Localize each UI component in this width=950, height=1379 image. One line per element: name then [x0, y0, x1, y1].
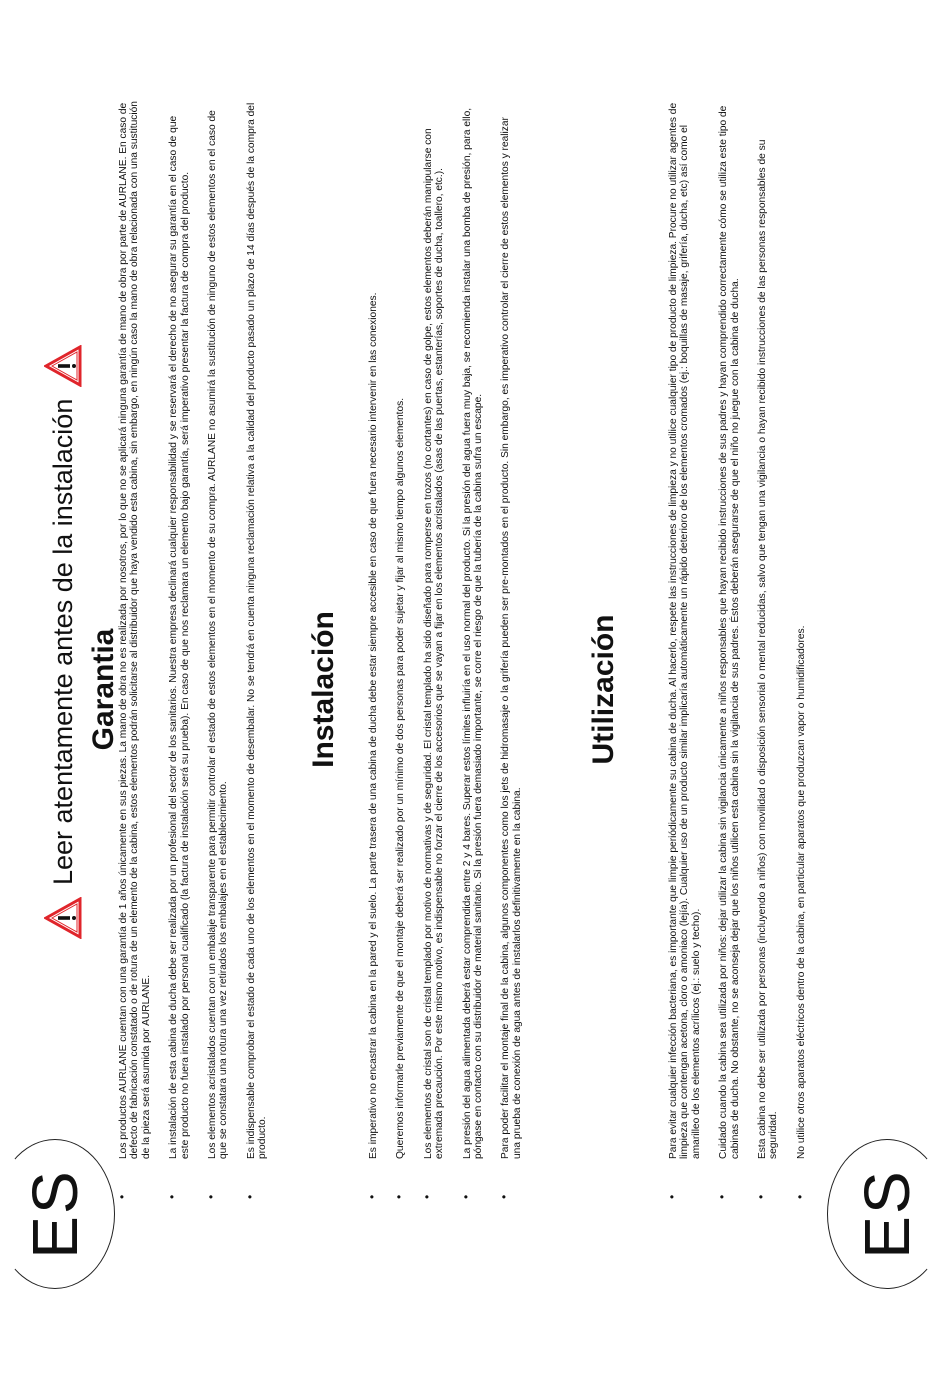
list-item: • La instalación de esta cabina de ducha debe ser realizada por un profesional del sector de los sanitarios. Nuestra empresa declinará cualquier responsabilidad y se reservará el derecho de no asegurar su garantía en el caso de que este producto no fuera instalado por personal cualificado (la factura de instalación será su prueba). En caso de que nos reclamara un elemento bajo garantía, será imperativo presentar la factura de compra del producto.: [168, 99, 191, 1199]
document-title: Leer atentamente antes de la instalación: [47, 398, 78, 885]
list-item: • Los productos AURLANE cuentan con una garantía de 1 años únicamente en sus piezas. La mano de obra no es realizada por nosotros, por lo que no se aplicará ninguna garantía de mano de obra por parte de AURLANE. En caso de defecto de fabricación constatado o de rotura de un elemento de la cabina, estos elementos podrán solicitarse al distribuidor que haya vendido esta cabina, sin embargo, en ningún caso la mano de obra relacionada con una sustitución de la pieza será asumida por AURLANE.: [118, 99, 152, 1199]
warning-triangle-icon: [44, 897, 82, 939]
language-code: ES: [19, 1169, 91, 1259]
list-item: • Esta cabina no debe ser utilizada por personas (incluyendo a niños) con movilidad o disposición sensorial o mental reducidas, salvo que tengan una vigilancia o hayan recibido instrucciones de las personas responsables de su seguridad.: [757, 99, 780, 1199]
garantia-list: [118, 99, 285, 1199]
section-heading-garantia: Garantia: [87, 628, 120, 751]
list-item: • Cuidado cuando la cabina sea utilizada por niños: dejar utilizar la cabina sin vigilancia únicamente a niños responsables que hayan recibido instrucciones de sus padres y hayan comprendido correctamente cómo se utiliza este tipo de cabinas de ducha. No obstante, no se aconseja dejar que los niños utilicen esta cabina sin la vigilancia de sus padres. Éstos deberán asegurarse de que el niño no juegue con la cabina de ducha.: [718, 99, 741, 1199]
language-code: ES: [851, 1169, 923, 1259]
list-item: • Los elementos de cristal son de cristal templado por motivo de normativas y de seguridad. El cristal templado ha sido diseñado para romperse en trozos (no cortantes) en caso de golpe, estos elementos deberán manipularse con extremada precaución. Por este mismo motivo, es indispensable no forzar el cierre de los accesorios que se vayan a fijar en los elementos acristalados (asas de las puertas, estanterías, soportes de ducha, toallero, etc.).: [423, 99, 446, 1199]
list-item: • Es imperativo no encastrar la cabina en la pared y el suelo. La parte trasera de una cabina de ducha debe estar siempre accesible en caso de que fuera necesario intervenir en las conexiones.: [368, 99, 379, 1199]
section-heading-utilizacion: Utilización: [587, 614, 620, 765]
instalacion-list: [368, 99, 539, 1199]
section-heading-instalacion: Instalación: [307, 611, 340, 768]
list-item: • Los elementos acristalados cuentan con un embalaje transparente para permitir controlar el estado de estos elementos en el momento de su compra. AURLANE no asumirá la sustitución de ninguno de estos elementos en el caso de que se constatara una rotura una vez retirados los embalajes en el establecimiento.: [207, 99, 230, 1199]
list-item: • No utilice otros aparatos eléctricos dentro de la cabina, en particular aparatos que produzcan vapor o humidificadores.: [796, 99, 807, 1199]
utilizacion-list: [668, 99, 823, 1199]
list-item: • Para poder facilitar el montaje final de la cabina, algunos componentes como los jets de hidromasaje o la grifería pueden ser pre-montados en el producto. Sin embargo, es imperativo controlar el cierre de estos elementos y realizar una prueba de conexión de agua antes de instalarlos definitivamente en la cabina.: [500, 99, 523, 1199]
list-item: • La presión del agua alimentada deberá estar comprendida entre 2 y 4 bares. Superar estos límites influiría en el uso normal del producto. Si la presión del agua fuera muy baja, se recomienda instalar una bomba de presión, para ello, póngase en contacto con su distribuidor de material sanitario. Si la presión fuera demasiado importante, se corre el riesgo de que la tubería de la cabina sufra un escape.: [462, 99, 485, 1199]
list-item: • Para evitar cualquier infección bacteriana, es importante que limpie periódicamente su cabina de ducha. Al hacerlo, respete las instrucciones de limpieza y no utilice cualquier tipo de producto de limpieza. Procure no utilizar agentes de limpieza que contengan acetona, cloro o amoniaco (lejía). Cualquier uso de un producto similar implicaría automáticamente un rápido deterioro de los elementos cromados (ej.: boquillas de masaje, grifería, ducha, etc) así como el amarilleo de los elementos acrílicos (ej.: suelo y techo).: [668, 99, 702, 1199]
list-item: • Queremos informarle previamente de que el montaje deberá ser realizado por un mínimo de dos personas para poder sujetar y fijar al mismo tiempo algunos elementos.: [395, 99, 406, 1199]
warning-triangle-icon: [44, 345, 82, 387]
language-badge-bottom: [827, 1139, 947, 1289]
list-item: • Es indispensable comprobar el estado de cada uno de los elementos en el momento de desembalar. No se tendrá en cuenta ninguna reclamación relativa a la calidad del producto pasado un plazo de 14 días después de la compra del producto.: [246, 99, 269, 1199]
